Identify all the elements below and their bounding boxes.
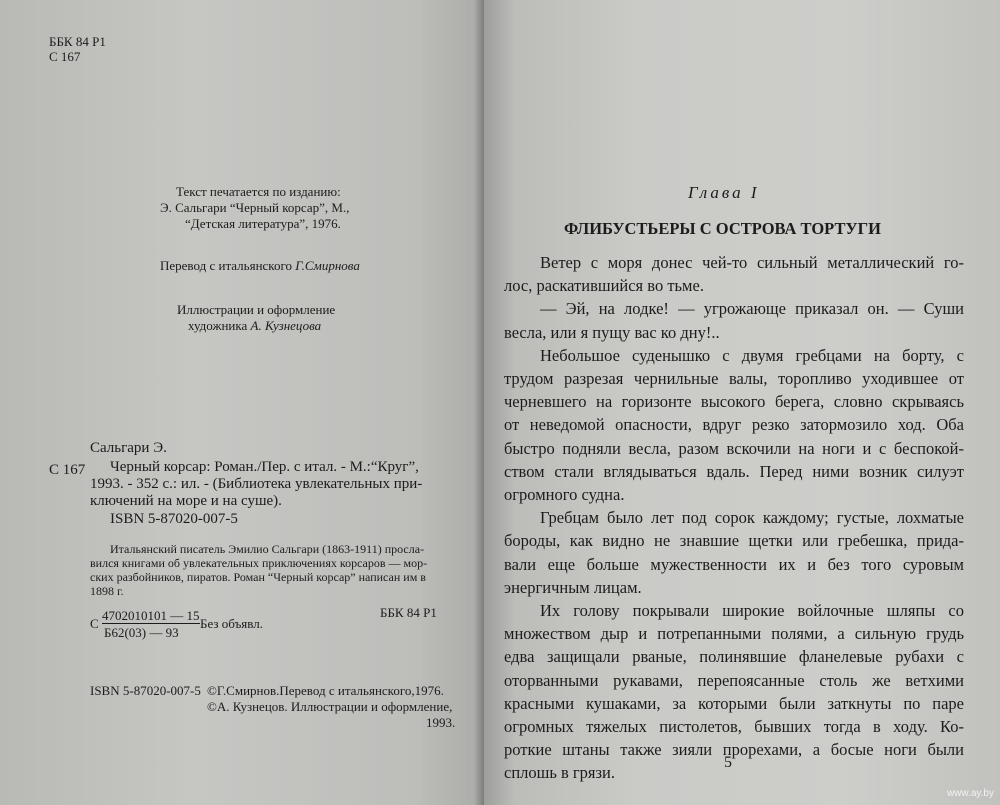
illustrator-credit xyxy=(188,318,321,333)
copyright-line: ©А. Кузнецов. Иллюстрации и оформление, xyxy=(207,699,453,714)
body-line: едва защищали рваные, полинявшие фланелевые рубахи с xyxy=(504,647,964,666)
translator-name: Г.Смирнова xyxy=(295,258,360,273)
watermark: www.ay.by xyxy=(946,788,994,799)
body-line: множеством дыр и потрепанными полями, а сильную грудь xyxy=(504,624,964,643)
translation-text: Перевод с итальянского xyxy=(160,258,296,273)
body-line: сплошь в грязи. xyxy=(504,763,615,782)
isbn-bottom: ISBN 5-87020-007-5 xyxy=(90,683,201,698)
body-line: ством стали вглядываться вдаль. Перед ними возник силуэт xyxy=(504,462,964,481)
illustrations-credit: Иллюстрации и оформление xyxy=(177,302,336,317)
formula-denominator: Б62(03) — 93 xyxy=(104,625,179,640)
catalog-code: С 167 xyxy=(49,462,86,478)
chapter-title: ФЛИБУСТЬЕРЫ С ОСТРОВА ТОРТУГИ xyxy=(564,219,881,238)
source-line: Текст печатается по изданию: xyxy=(176,184,341,199)
body-line: — Эй, на лодке! — угрожающе приказал он. — Суши xyxy=(540,299,964,318)
illustrator-prefix: художника xyxy=(188,318,251,333)
body-line: огромных тяжелых пистолетов, бывших тогда в ходу. Ко- xyxy=(504,717,964,736)
body-line: бороды, как видно не знавшие щетки или гребешка, прида- xyxy=(504,531,964,550)
catalog-line: 1993. - 352 с.: ил. - (Библиотека увлекательных при- xyxy=(90,476,423,492)
body-line: огромного судна. xyxy=(504,485,625,504)
annotation-line: вился книгами об увлекательных приключениях корсаров — мор- xyxy=(90,556,428,570)
body-line: красными кушаками, за которыми были заткнуты по паре xyxy=(504,694,964,713)
catalog-author: Сальгари Э. xyxy=(90,440,167,456)
catalog-isbn: ISBN 5-87020-007-5 xyxy=(110,511,238,527)
source-line: Э. Сальгари “Черный корсар”, М., xyxy=(160,200,350,215)
translation-credit xyxy=(160,258,360,273)
body-line: энергичным лицам. xyxy=(504,578,642,597)
body-line: Небольшое суденышко с двумя гребцами на борту, с xyxy=(540,346,964,365)
classification-code-top: ББК 84 Р1 xyxy=(49,34,106,49)
illustrator-name: А. Кузнецова xyxy=(250,318,322,333)
body-line: Их голову покрывали широкие войлочные шляпы со xyxy=(540,601,964,620)
annotation-line: 1898 г. xyxy=(90,584,124,598)
annotation-line: Итальянский писатель Эмилио Сальгари (1863-1911) просла- xyxy=(110,542,425,556)
body-line: Ветер с моря донес чей-то сильный металлический го- xyxy=(540,253,964,272)
formula-prefix: С xyxy=(90,616,99,631)
left-page xyxy=(0,0,488,805)
annotation-line: ских разбойников, пиратов. Роман “Черный корсар” написан им в xyxy=(90,570,426,584)
catalog-line: ключений на море и на суше). xyxy=(90,493,282,509)
page-number: 5 xyxy=(724,754,732,771)
formula-numerator: 4702010101 — 15 xyxy=(102,608,200,623)
body-line: быстро подняли весла, разом вскочили на ноги и с беспокой- xyxy=(504,439,964,458)
body-line: от неведомой опасности, вдруг резко затормозило ход. Оба xyxy=(504,415,964,434)
body-line: черневшего на горизонте высокого берега, словно скрываясь xyxy=(504,392,964,411)
copyright-line: ©Г.Смирнов.Перевод с итальянского,1976. xyxy=(207,683,444,698)
body-line: трудом разрезая чернильные валы, торопливо уходившее от xyxy=(504,369,964,388)
formula-note: Без объявл. xyxy=(200,616,263,631)
body-line: вали еще больше мужественности их и без того суровым xyxy=(504,555,964,574)
catalog-line: Черный корсар: Роман./Пер. с итал. - М.:“Круг”, xyxy=(110,459,419,475)
chapter-label: Глава I xyxy=(688,183,760,202)
copyright-line: 1993. xyxy=(426,715,456,730)
body-line: лос, раскатившийся во тьме. xyxy=(504,276,704,295)
body-line: роткие штаны также зияли прорехами, а босые ноги были xyxy=(504,740,964,759)
body-line: оторванными рукавами, перепоясанные столь же ветхими xyxy=(504,671,964,690)
author-mark-top: С 167 xyxy=(49,49,81,64)
source-line: “Детская литература”, 1976. xyxy=(185,216,341,231)
right-page xyxy=(484,0,1000,805)
body-line: весла, или я пущу вас ко дну!.. xyxy=(504,323,720,342)
body-line: Гребцам было лет под сорок каждому; густые, лохматые xyxy=(540,508,964,527)
classification-code-bottom: ББК 84 Р1 xyxy=(380,605,437,620)
